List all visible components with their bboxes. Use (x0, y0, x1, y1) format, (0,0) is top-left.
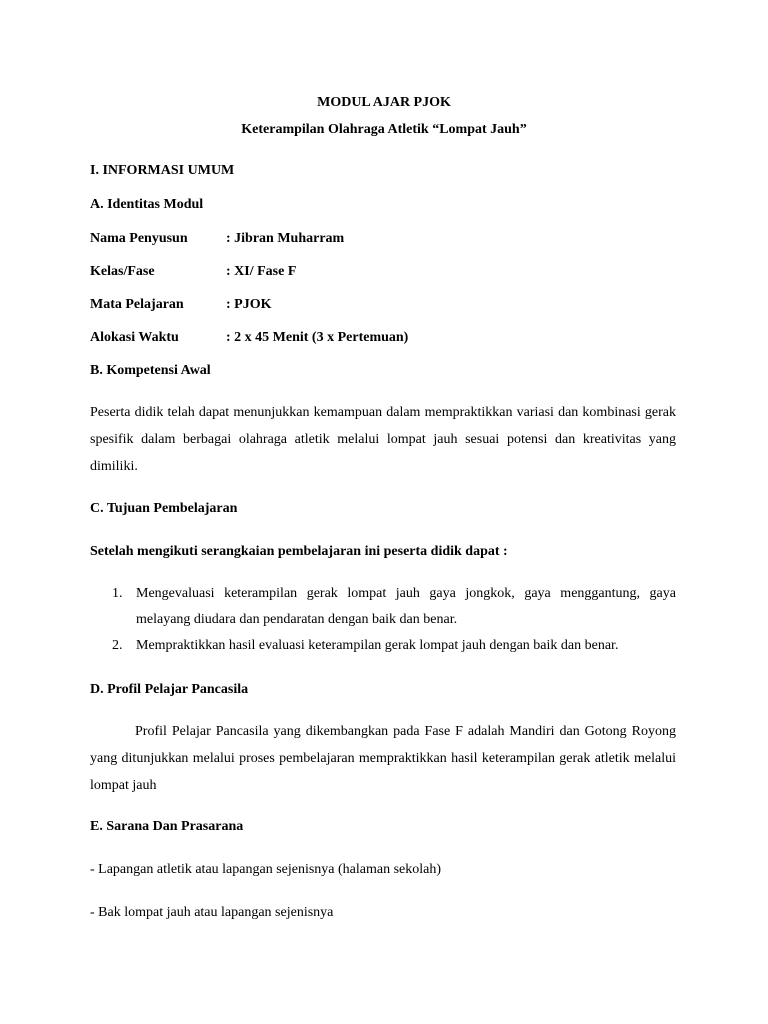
section-heading-informasi-umum: I. INFORMASI UMUM (90, 163, 235, 178)
identity-value-alokasi-waktu: : 2 x 45 Menit (3 x Pertemuan) (226, 330, 409, 345)
list-item-text: Mengevaluasi keterampilan gerak lompat jauh gaya jongkok, gaya menggantung, gaya melayang diudara dan pendaratan dengan baik dan benar. (136, 586, 676, 627)
subheading-tujuan-pembelajaran: C. Tujuan Pembelajaran (90, 501, 238, 516)
sarana-item-lapangan: - Lapangan atletik atau lapangan sejenisnya (halaman sekolah) (90, 862, 442, 877)
identity-label-kelas-fase: Kelas/Fase (90, 264, 155, 279)
subheading-profil-pelajar-pancasila: D. Profil Pelajar Pancasila (90, 682, 249, 697)
identity-value-mata-pelajaran: : PJOK (226, 297, 272, 312)
list-item-number: 1. (112, 586, 123, 601)
tujuan-list (90, 581, 676, 659)
list-item-text: Mempraktikkan hasil evaluasi keterampilan gerak lompat jauh dengan baik dan benar. (136, 638, 619, 653)
list-item-number: 2. (112, 638, 123, 653)
identity-label-nama-penyusun: Nama Penyusun (90, 231, 188, 246)
subheading-sarana-prasarana: E. Sarana Dan Prasarana (90, 819, 244, 834)
list-item (90, 633, 676, 659)
profil-pelajar-paragraph: Profil Pelajar Pancasila yang dikembangkan pada Fase F adalah Mandiri dan Gotong Royong yang ditunjukkan melalui proses pembelajaran mempraktikkan hasil keterampilan gerak atletik melalui lompat jauh (90, 724, 676, 793)
identity-value-nama-penyusun: : Jibran Muharram (226, 231, 345, 246)
identity-value-kelas-fase: : XI/ Fase F (226, 264, 297, 279)
identity-label-mata-pelajaran: Mata Pelajaran (90, 297, 184, 312)
identity-label-alokasi-waktu: Alokasi Waktu (90, 330, 179, 345)
kompetensi-awal-paragraph: Peserta didik telah dapat menunjukkan kemampuan dalam mempraktikkan variasi dan kombinasi gerak spesifik dalam berbagai olahraga atletik melalui lompat jauh sesuai potensi dan kreativitas yang dimiliki. (90, 405, 676, 474)
sarana-item-bak-lompat: - Bak lompat jauh atau lapangan sejenisnya (90, 905, 334, 920)
subheading-kompetensi-awal: B. Kompetensi Awal (90, 363, 211, 378)
subheading-identitas-modul: A. Identitas Modul (90, 197, 204, 212)
list-item (90, 581, 676, 633)
document-title: MODUL AJAR PJOK (317, 95, 451, 110)
tujuan-intro: Setelah mengikuti serangkaian pembelajaran ini peserta didik dapat : (90, 544, 508, 559)
document-subtitle: Keterampilan Olahraga Atletik “Lompat Jauh” (241, 122, 527, 137)
